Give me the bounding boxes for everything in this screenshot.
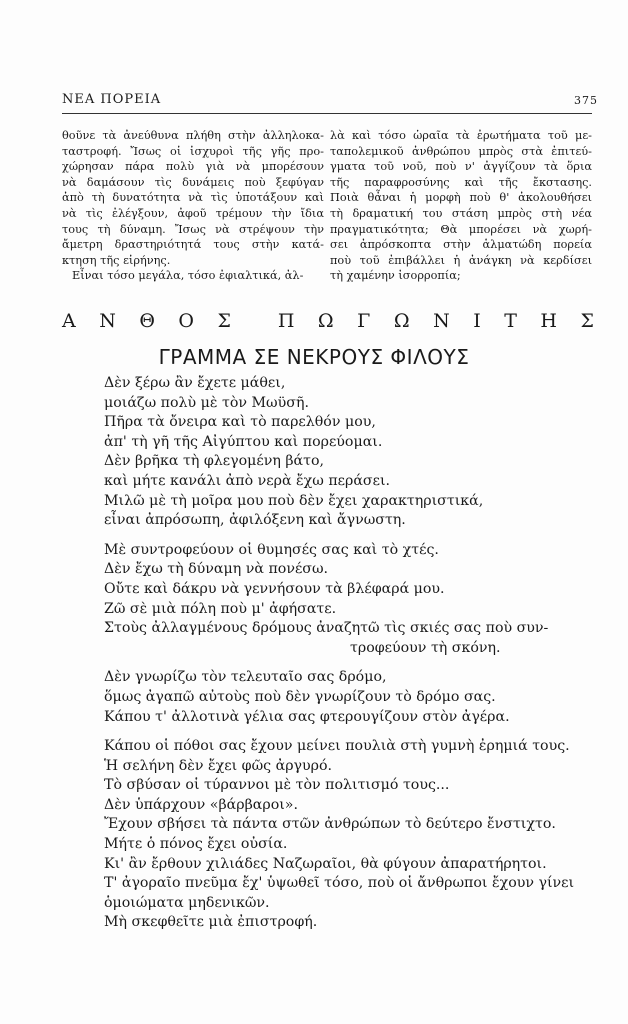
poem-line: Κι' ἂν ἔρθουν χιλιάδες Ναζωραῖοι, θὰ φύγουν ἀπαρατήρητοι. xyxy=(104,855,547,872)
poem-line: Μιλῶ μὲ τὴ μοῖρα μου ποὺ δὲν ἔχει χαρακτηριστικά, xyxy=(104,492,484,509)
essay-line: ἀπὸ τὴ δυνατότητα νὰ τὶς ὑποτάξουν καὶ xyxy=(62,191,324,205)
essay-line: θοῦνε τὰ ἀνεύθυνα πλήθη στὴν ἀλληλοκα- xyxy=(62,129,324,142)
poem-stanza xyxy=(104,737,574,933)
essay-column-right xyxy=(330,128,592,284)
author-letter: Ο xyxy=(178,310,194,332)
author-letter: Ι xyxy=(473,310,481,332)
poem-line: Κάπου τ' ἀλλοτινὰ γέλια σας φτερουγίζουν στὸν ἀγέρα. xyxy=(104,708,510,725)
author-letter: Θ xyxy=(139,310,155,332)
essay-column-left xyxy=(62,128,324,284)
poem-line: καὶ μήτε κανάλι ἀπὸ νερὰ ἔχω περάσει. xyxy=(104,472,391,489)
poem-line: Τ' ἀγοραῖο πνεῦμα ἔχ' ὑψωθεῖ τόσο, ποὺ οἱ ἄνθρωποι ἔχουν γίνει xyxy=(104,875,575,892)
poem-line: Κάπου οἱ πόθοι σας ἔχουν μείνει πουλιὰ στὴ γυμνὴ ἐρημιά τους. xyxy=(104,738,570,755)
author-letter: Ν xyxy=(433,310,450,332)
essay-line: γματα τοῦ νοῦ, ποὺ ν' ἀγγίζουν τὰ ὅρια xyxy=(330,160,592,174)
poem-line: Μήτε ὁ πόνος ἔχει οὐσία. xyxy=(104,836,288,853)
essay-line: σει ἀπρόσκοπτα στὴν ἁλματώδη πορεία xyxy=(330,238,592,252)
poem-line: Ἡ σελήνη δὲν ἔχει φῶς ἀργυρό. xyxy=(104,757,333,774)
poem-line: Δὲν ἔχω τὴ δύναμη νὰ πονέσω. xyxy=(104,561,329,578)
poem-line: ἀπ' τὴ γῆ τῆς Αἰγύπτου καὶ πορεύομαι. xyxy=(104,433,383,450)
poem-stanza xyxy=(104,541,574,659)
essay-line: Εἶναι τόσο μεγάλα, τόσο ἐφιαλτικά, ἀλ- xyxy=(72,269,304,283)
essay-line: πραγματικότητα; Θὰ μπορέσει νὰ χωρή- xyxy=(330,222,592,236)
poem-line: Μὲ συντροφεύουν οἱ θυμησές σας καὶ τὸ χτές. xyxy=(104,541,439,558)
essay-line: ποὺ τοῦ ἐπιβάλλει ἡ ἀνάγκη νὰ κερδίσει xyxy=(330,253,592,267)
poem-line: Δὲν βρῆκα τὴ φλεγομένη βάτο, xyxy=(104,453,325,470)
poem-line: εἶναι ἀπρόσωπη, ἀφιλόξενη καὶ ἄγνωστη. xyxy=(104,512,406,529)
page-number: 375 xyxy=(574,94,598,107)
poem-line: μοιάζω πολὺ μὲ τὸν Μωϋσῆ. xyxy=(104,394,309,411)
poem-line: Οὔτε καὶ δάκρυ νὰ γεννήσουν τὰ βλέφαρά μου. xyxy=(104,580,445,597)
essay-line: τῆς παραφροσύνης καὶ τῆς ἔκστασης. xyxy=(330,175,592,189)
essay-line: τὴ δραματική του στάση μπρὸς στὴ νέα xyxy=(330,206,592,220)
essay-line: λὰ καὶ τόσο ὡραῖα τὰ ἐρωτήματα τοῦ με- xyxy=(330,129,592,142)
poem-line: ὁμοιώματα μηδενικῶν. xyxy=(104,894,270,911)
poem-line: Μὴ σκεφθεῖτε μιὰ ἐπιστροφή. xyxy=(104,914,318,931)
poem-body xyxy=(104,374,574,943)
author-letter: Π xyxy=(277,310,295,332)
poem-title: ΓΡΑΜΜΑ ΣΕ ΝΕΚΡΟΥΣ ΦΙΛΟΥΣ xyxy=(158,345,470,369)
poem-line: Τὸ σβύσαν οἱ τύραννοι μὲ τὸν πολιτισμό τους... xyxy=(104,777,450,794)
essay-line: ἄμετρη δραστηριότητά τους στὴν κατά- xyxy=(62,238,324,252)
essay-line: ταστροφή. Ἴσως οἱ ἰσχυροὶ τῆς γῆς προ- xyxy=(62,144,324,158)
essay-line: Ποιὰ θἆναι ἡ μορφὴ ποὺ θ' ἀκολουθήσει xyxy=(330,191,592,205)
author-letter: Τ xyxy=(504,310,517,332)
poem-line: Δὲν ὑπάρχουν «βάρβαροι». xyxy=(104,796,298,813)
author-letter: Σ xyxy=(217,310,231,332)
header-rule xyxy=(62,113,592,114)
author-letter: Σ xyxy=(580,310,594,332)
essay-line: ταπολεμικοῦ ἀνθρώπου μπρὸς στὰ ἐπιτεύ- xyxy=(330,144,592,158)
poem-line-continuation: τροφεύουν τὴ σκόνη. xyxy=(350,639,501,656)
poem-line: Ζῶ σὲ μιὰ πόλη ποὺ μ' ἀφήσατε. xyxy=(104,600,337,617)
essay-line: τὴ χαμένην ἰσορροπία; xyxy=(330,269,461,283)
essay-line: κτηση τῆς εἰρήνης. xyxy=(62,253,171,267)
poem-line: Πῆρα τὰ ὄνειρα καὶ τὸ παρελθόν μου, xyxy=(104,414,376,431)
essay-line: νὰ τὶς ἐλέγξουν, ἀφοῦ τρέμουν τὴν ἴδια xyxy=(62,206,324,220)
poem-line: Στοὺς ἀλλαγμένους δρόμους ἀναζητῶ τὶς σκιές σας ποὺ συν- xyxy=(104,620,549,637)
poem-stanza xyxy=(104,668,574,727)
essay-line: νὰ δαμάσουν τὶς δυνάμεις ποὺ ξεφύγαν xyxy=(62,175,324,189)
poem-line: Δὲν ξέρω ἂν ἔχετε μάθει, xyxy=(104,375,286,391)
author-letter: Η xyxy=(540,310,557,332)
author-letter: Ω xyxy=(317,310,334,332)
author-letter: Α xyxy=(62,310,76,332)
poem-line: Δὲν γνωρίζω τὸν τελευταῖο σας δρόμο, xyxy=(104,669,387,686)
journal-name: ΝΕΑ ΠΟΡΕΙΑ xyxy=(62,92,162,107)
poem-author xyxy=(62,310,594,332)
author-letter: Ν xyxy=(99,310,116,332)
poem-stanza xyxy=(104,374,574,531)
author-letter: Γ xyxy=(357,310,371,332)
essay-line: τους τὴ δύναμη. Ἴσως νὰ στρέψουν τὴν xyxy=(62,222,324,236)
poem-line: Ἔχουν σβήσει τὰ πάντα στῶν ἀνθρώπων τὸ δεύτερο ἔνστιχτο. xyxy=(104,816,556,833)
author-letter: Ω xyxy=(393,310,410,332)
poem-line: ὅμως ἀγαπῶ αὐτοὺς ποὺ δὲν γνωρίζουν τὸ δρόμο σας. xyxy=(104,688,496,705)
essay-line: χώρησαν πάρα πολὺ γιὰ νὰ μπορέσουν xyxy=(62,160,324,174)
